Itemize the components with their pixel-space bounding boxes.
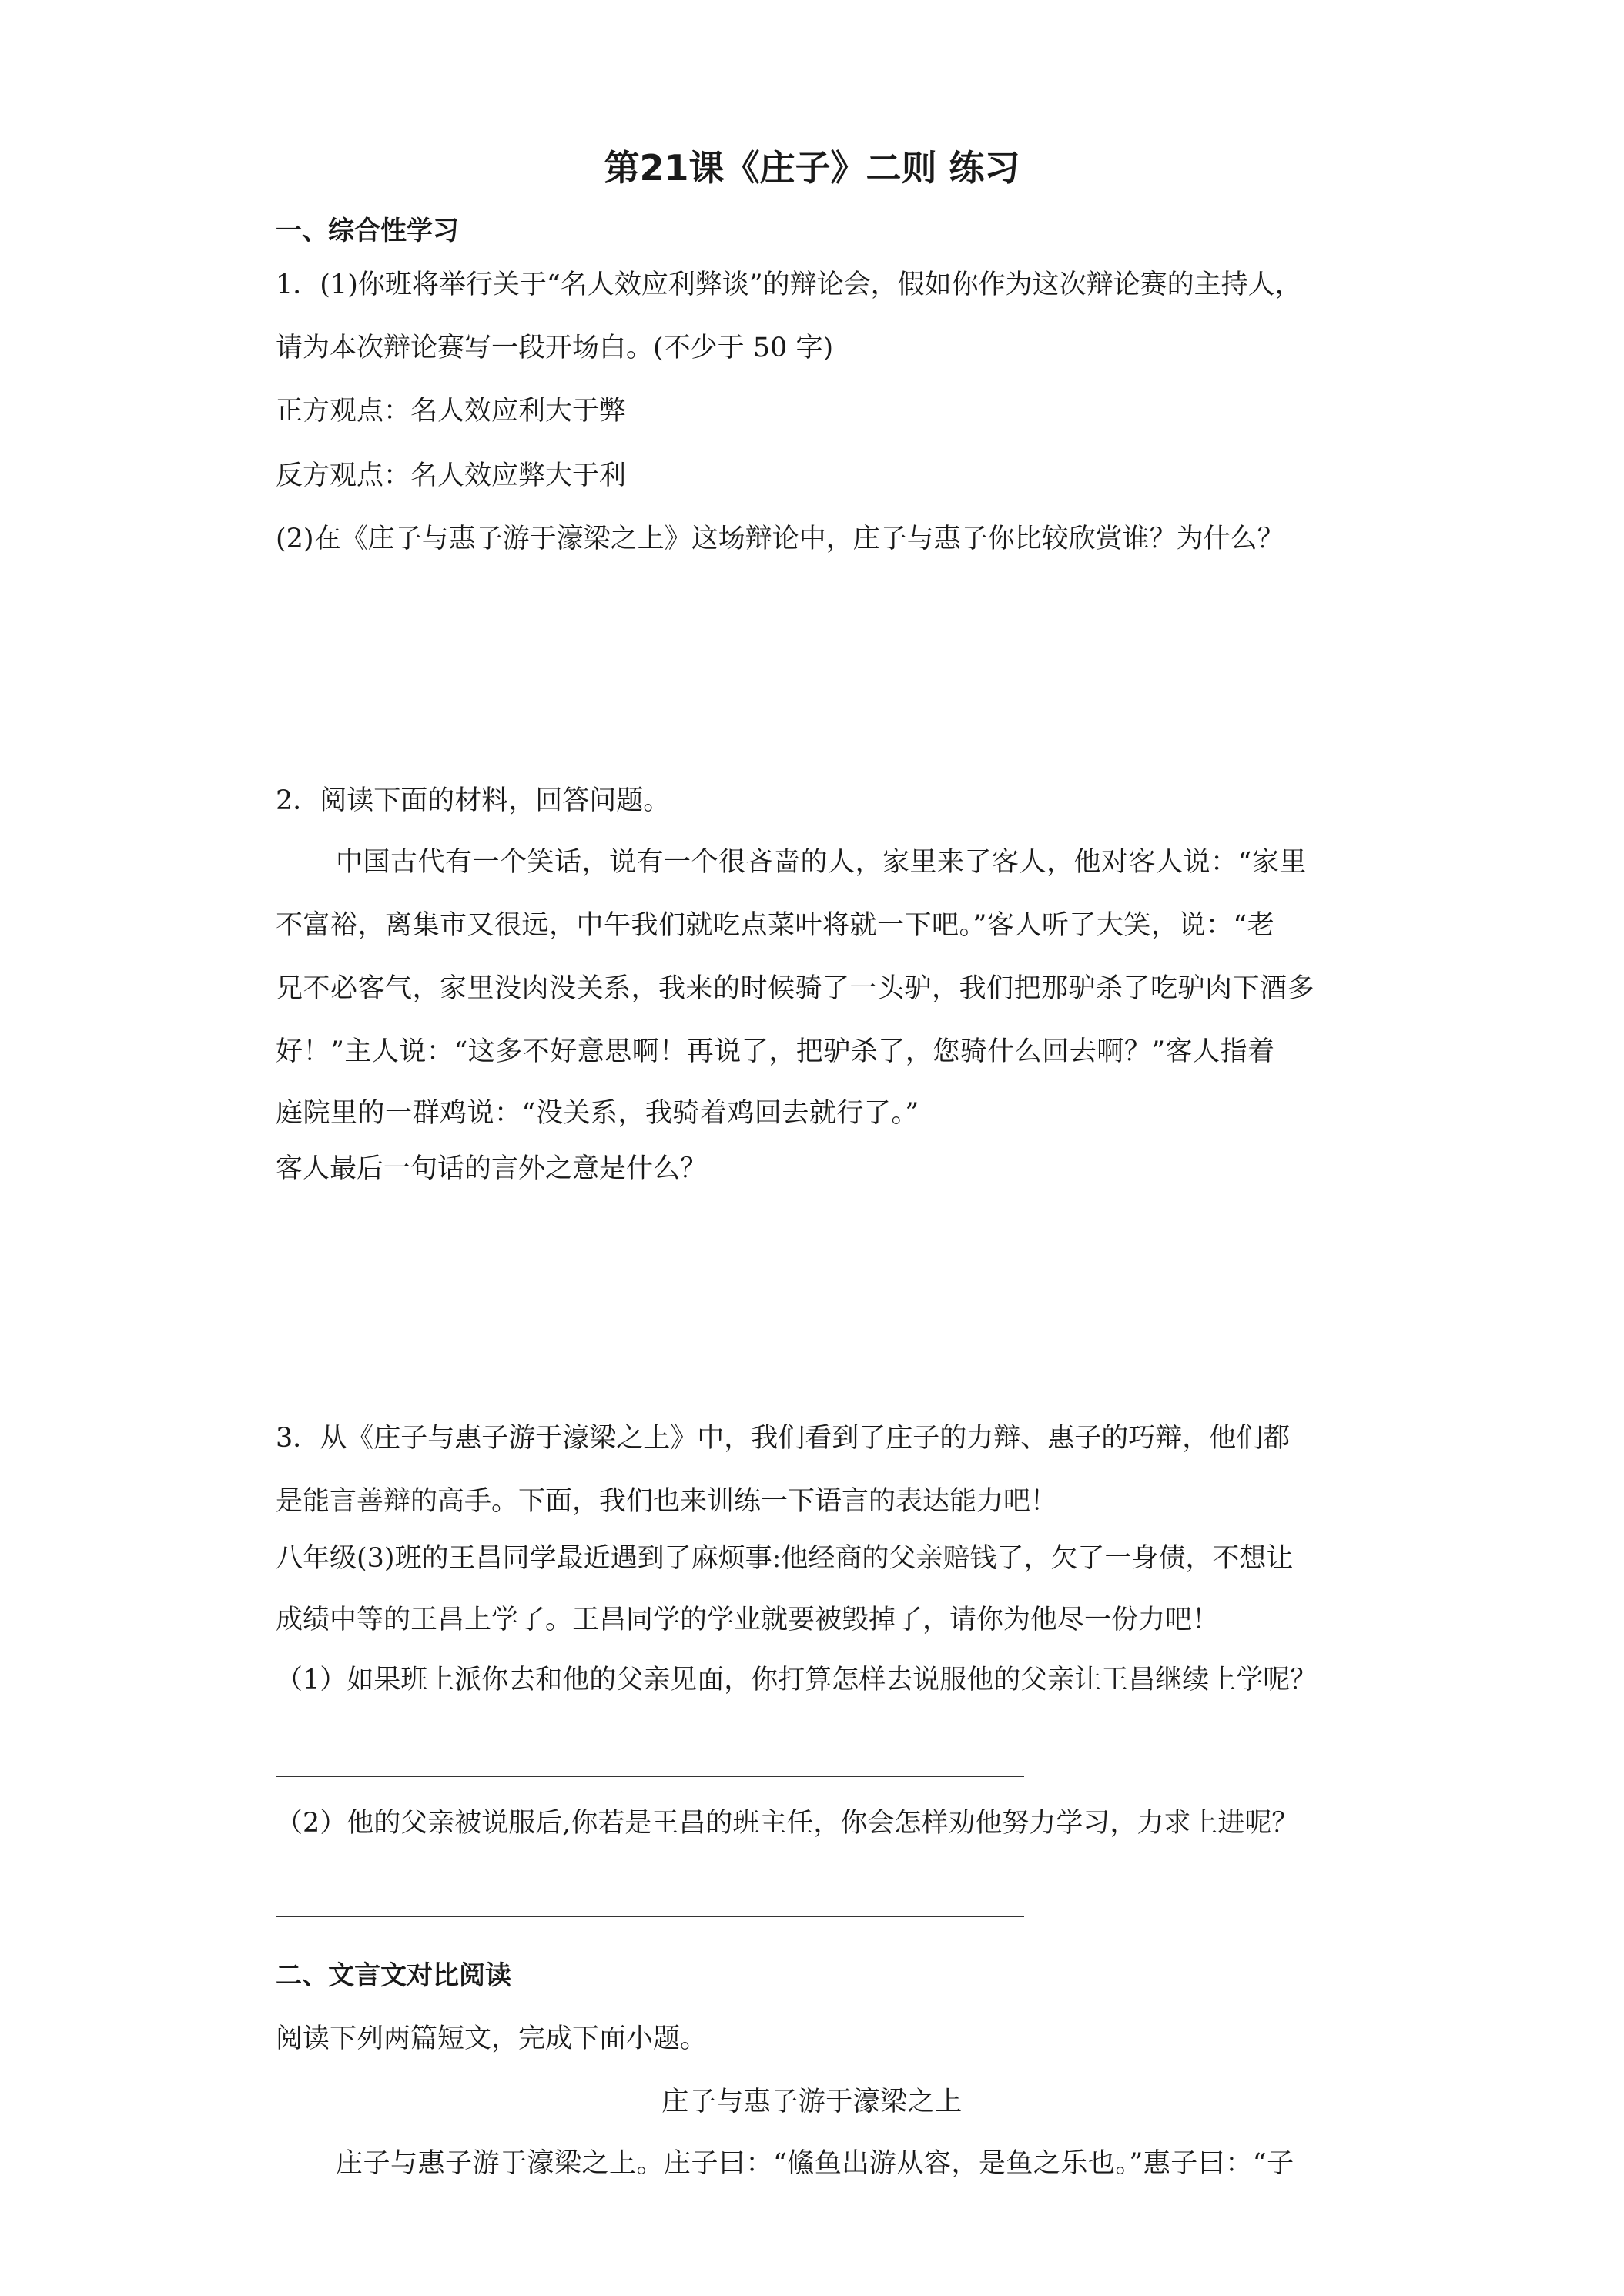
passage-line: 庄子与惠子游于濠梁之上。庄子曰：“鯈鱼出游从容，是鱼之乐也。”惠子曰：“子 — [336, 2148, 1294, 2179]
q2-prompt: 2．阅读下面的材料，回答问题。 — [276, 785, 671, 816]
q2-story-line: 不富裕，离集市又很远，中午我们就吃点菜叶将就一下吧。”客人听了大笑，说：“老 — [276, 910, 1275, 941]
q1-line2: 请为本次辩论赛写一段开场白。(不少于 50 字) — [276, 333, 834, 363]
q2-story-line: 好！”主人说：“这多不好意思啊！再说了，把驴杀了，您骑什么回去啊？”客人指着 — [276, 1036, 1275, 1067]
q3-line2: 是能言善辩的高手。下面，我们也来训练一下语言的表达能力吧！ — [276, 1486, 1058, 1517]
q2-story-line: 中国古代有一个笑话，说有一个很吝啬的人，家里来了客人，他对客人说：“家里 — [336, 847, 1307, 878]
q2-question: 客人最后一句话的言外之意是什么？ — [276, 1153, 708, 1184]
q1-line1: 1．(1)你班将举行关于“名人效应利弊谈”的辩论会，假如你作为这次辩论赛的主持人， — [276, 269, 1302, 300]
answer-line — [276, 1776, 1024, 1777]
q3-line1: 3．从《庄子与惠子游于濠梁之上》中，我们看到了庄子的力辩、惠子的巧辩，他们都 — [276, 1423, 1291, 1454]
q3-sub2: （2）他的父亲被说服后,你若是王昌的班主任，你会怎样劝他努力学习，力求上进呢？ — [276, 1808, 1299, 1839]
answer-line — [276, 1916, 1024, 1917]
q3-sub1: （1）如果班上派你去和他的父亲见面，你打算怎样去说服他的父亲让王昌继续上学呢？ — [276, 1665, 1318, 1695]
q1-con-viewpoint: 反方观点：名人效应弊大于利 — [276, 460, 627, 491]
q1-sub2: (2)在《庄子与惠子游于濠梁之上》这场辩论中，庄子与惠子你比较欣赏谁？为什么？ — [276, 524, 1284, 554]
q2-story-line: 庭院里的一群鸡说：“没关系，我骑着鸡回去就行了。” — [276, 1098, 919, 1129]
q3-line4: 成绩中等的王昌上学了。王昌同学的学业就要被毁掉了，请你为他尽一份力吧！ — [276, 1605, 1220, 1635]
page-title: 第21课《庄子》二则 练习 — [604, 147, 1020, 189]
section2-heading: 二、文言文对比阅读 — [276, 1960, 511, 1991]
q3-line3: 八年级(3)班的王昌同学最近遇到了麻烦事:他经商的父亲赔钱了，欠了一身债，不想让 — [276, 1543, 1294, 1574]
q1-pro-viewpoint: 正方观点：名人效应利大于弊 — [276, 396, 627, 427]
q2-story-line: 兄不必客气，家里没肉没关系，我来的时候骑了一头驴，我们把那驴杀了吃驴肉下酒多 — [276, 973, 1315, 1004]
section1-heading: 一、综合性学习 — [276, 216, 459, 246]
passage-title: 庄子与惠子游于濠梁之上 — [661, 2087, 963, 2117]
section2-instruction: 阅读下列两篇短文，完成下面小题。 — [276, 2023, 708, 2054]
